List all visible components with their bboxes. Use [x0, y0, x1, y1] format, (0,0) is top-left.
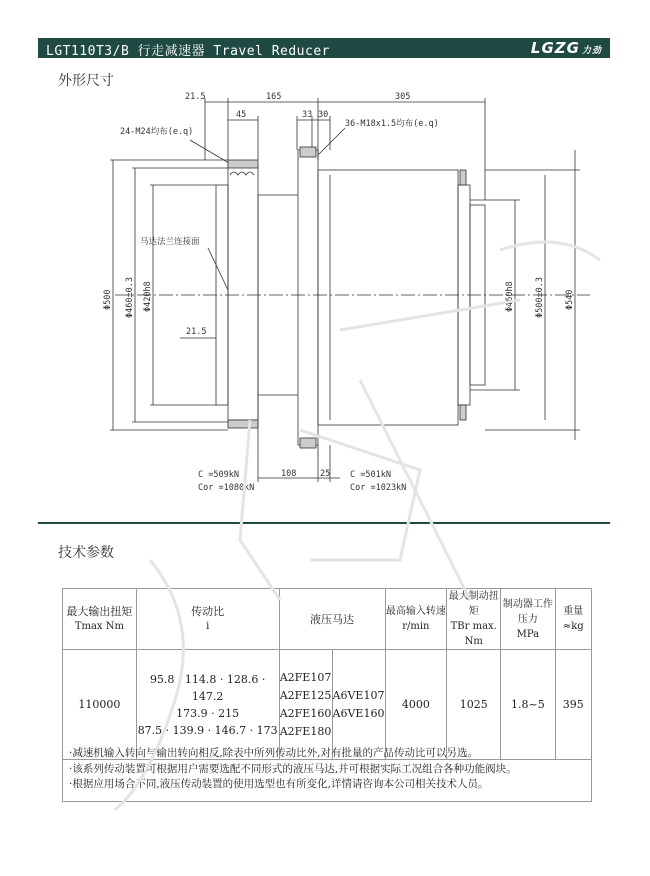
- dim-305: 305: [395, 92, 411, 102]
- motor-flange-label: 马达法兰连接面: [140, 237, 200, 247]
- section-specs-heading: 技术参数: [58, 545, 114, 561]
- spec-table: [62, 588, 592, 760]
- dim-21-5-inner: 21.5: [186, 327, 207, 337]
- callout-bolts-right: 36-M18x1.5均布(e.q): [345, 119, 439, 129]
- notes-box: [62, 742, 592, 802]
- section-divider: [38, 522, 610, 524]
- dim-21-5-top: 21.5: [185, 92, 206, 102]
- cell-torque: 110000: [63, 650, 137, 760]
- cell-weight: 395: [555, 650, 592, 760]
- th-brake: 最大制动扭矩 TBr max. Nm: [447, 589, 501, 650]
- dim-33: 33: [302, 110, 313, 120]
- page-title: LGT110T3/B 行走减速器 Travel Reducer: [46, 44, 330, 59]
- dia-540-right: Φ540: [565, 289, 575, 310]
- th-ratio: 传动比 i: [136, 589, 279, 650]
- cell-motor-a6ve: A6VE107 A6VE160: [332, 650, 385, 760]
- dia-460-left: Φ460±0.3: [125, 277, 135, 318]
- dim-108: 108: [281, 469, 297, 479]
- right-flange: [298, 147, 485, 448]
- brand-logo-sub: 力劲: [581, 46, 602, 56]
- note-item: ·根据应用场合不同,液压传动装置的使用选型也有所变化,详情请咨询本公司相关技术人员。: [69, 778, 489, 790]
- cell-ratio: 95.8 · 114.8 · 128.6 · 147.2 173.9 · 215 87.5 · 139.9 · 146.7 · 173: [136, 650, 279, 760]
- dim-25: 25: [320, 469, 331, 479]
- th-pressure: 制动器工作压力 MPa: [501, 589, 555, 650]
- note-item: ·该系列传动装置可根据用户需要选配不同形式的液压马达,并可根据实际工况组合各种功能阀块。: [69, 762, 517, 775]
- section-outline-heading: 外形尺寸: [58, 73, 114, 89]
- dia-500-right: Φ500±0.3: [535, 277, 545, 318]
- cell-pressure: 1.8~5: [501, 650, 555, 760]
- top-dimensions: [185, 92, 485, 200]
- dia-420-left: Φ420h8: [143, 281, 153, 312]
- dia-460-right: Φ460h8: [505, 281, 515, 312]
- cell-brake: 1025: [447, 650, 501, 760]
- callout-bolts-left: 24-M24均布(e.q): [120, 127, 194, 137]
- left-flange: [216, 160, 298, 428]
- brand-logo: LGZG 力劲: [530, 39, 602, 57]
- th-weight: 重量 ≈kg: [555, 589, 592, 650]
- table-header-row: [63, 589, 592, 650]
- bottom-dimensions: [258, 395, 340, 482]
- cell-speed: 4000: [385, 650, 447, 760]
- th-motor: 液压马达: [279, 589, 385, 650]
- load-c-left: C =509kN: [198, 470, 239, 480]
- load-cor-right: Cor =1023kN: [350, 483, 407, 493]
- dim-45: 45: [236, 110, 247, 120]
- dim-30: 30: [318, 110, 329, 120]
- note-item: ·减速机输入转向与输出转向相反,除表中所列传动比外,对有批量的产品传动比可以另选。: [69, 747, 479, 759]
- th-torque: 最大输出扭矩 Tmax Nm: [63, 589, 137, 650]
- load-cor-left: Cor =1080kN: [198, 483, 255, 493]
- cell-motor-a2fe: A2FE107 A2FE125 A2FE160 A2FE180: [279, 650, 332, 760]
- load-c-right: C =501kN: [350, 470, 391, 480]
- dia-500-left: Φ500: [103, 289, 113, 310]
- th-speed: 最高输入转速 r/min: [385, 589, 447, 650]
- dim-165: 165: [266, 92, 282, 102]
